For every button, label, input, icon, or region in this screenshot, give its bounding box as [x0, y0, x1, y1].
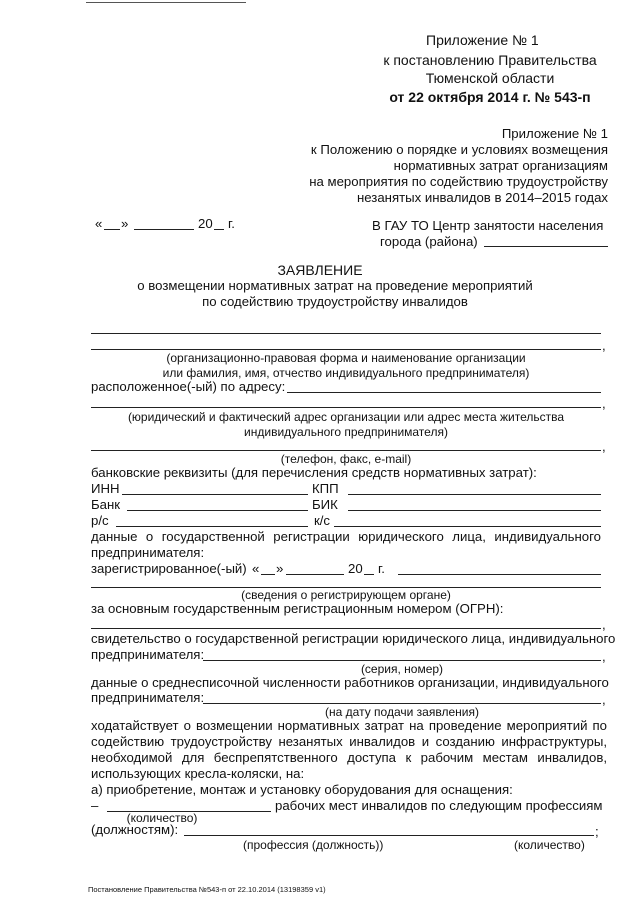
appendix1-title: Приложение № 1 — [426, 32, 539, 48]
headcount-line1: данные о среднесписочной численности работников организации, индивидуального — [91, 675, 609, 690]
appendix2-title: Приложение № 1 — [501, 126, 608, 141]
footer-text: Постановление Правительства №543-п от 22.10.2014 (13198359 v1) — [88, 885, 326, 894]
date-open-quote: « — [95, 216, 103, 231]
appendix2-line5: незанятых инвалидов в 2014–2015 годах — [356, 190, 608, 205]
contacts-hint: (телефон, факс, e-mail) — [280, 452, 412, 466]
appendix2-line4: на мероприятия по содействию трудоустройству — [309, 174, 608, 189]
ogrn-comma: , — [602, 617, 606, 632]
address-label: расположенное(-ый) по адресу: — [91, 379, 286, 394]
date-year-suffix: г. — [228, 216, 235, 231]
profession-hint: (профессия (должность)) — [243, 838, 384, 852]
positions-label: (должностям): — [91, 822, 179, 837]
appendix2-line3: нормативных затрат организациям — [393, 158, 608, 173]
bank-field[interactable] — [127, 510, 308, 511]
org-line-comma: , — [602, 338, 606, 353]
workplaces-text: рабочих мест инвалидов по следующим профессиям — [275, 798, 603, 813]
top-rule — [86, 2, 246, 3]
petition-line4: использующих кресла-коляски, на: — [91, 766, 305, 781]
certificate-comma: , — [602, 649, 606, 664]
registered-label: зарегистрированное(-ый) — [91, 561, 247, 576]
address-hint-2: индивидуального предпринимателя) — [244, 425, 448, 439]
org-name-line-1[interactable] — [91, 333, 601, 334]
petition-line2: содействию трудоустройству незанятых инвалидов и созданию инфраструктуры, — [91, 734, 607, 749]
recipient-line1: В ГАУ ТО Центр занятости населения — [372, 218, 604, 233]
ks-field[interactable] — [334, 526, 601, 527]
certificate-line1: свидетельство о государственной регистрации юридического лица, индивидуального — [91, 631, 616, 646]
kpp-label: КПП — [312, 481, 339, 496]
positions-semicolon: ; — [595, 824, 599, 839]
headcount-line2: предпринимателя: — [91, 690, 205, 705]
org-hint-1: (организационно-правовая форма и наименование организации — [166, 351, 526, 365]
date-year-blank[interactable] — [214, 229, 224, 230]
petition-line1: ходатайствует о возмещении нормативных затрат на проведение мероприятий по — [91, 718, 607, 733]
registered-day-field[interactable] — [261, 574, 275, 575]
appendix2-line2: к Положению о порядке и условиях возмещения — [310, 142, 608, 157]
workplaces-dash: – — [91, 798, 99, 813]
recipient-line2: города (района) — [380, 234, 478, 249]
kpp-field[interactable] — [348, 494, 601, 495]
rs-label: р/с — [91, 513, 109, 528]
date-month-blank[interactable] — [134, 229, 194, 230]
rs-field[interactable] — [116, 526, 308, 527]
certificate-line2: предпринимателя: — [91, 647, 205, 662]
registered-open-quote: « — [252, 561, 260, 576]
quantity-hint-2: (количество) — [514, 838, 585, 852]
registration-line1: данные о государственной регистрации юридического лица, индивидуального — [91, 529, 601, 544]
address-hint-1: (юридический и фактический адрес организации или адрес места жительства — [127, 410, 565, 424]
ks-label: к/с — [314, 513, 331, 528]
contacts-comma: , — [602, 439, 606, 454]
headcount-hint: (на дату подачи заявления) — [325, 705, 479, 719]
bik-field[interactable] — [348, 510, 601, 511]
org-hint-2: или фамилия, имя, отчество индивидуального предпринимателя) — [162, 366, 530, 380]
date-day-blank[interactable] — [104, 229, 120, 230]
registered-year-field[interactable] — [364, 574, 374, 575]
petition-line3: необходимой для беспрепятственного доступа к рабочим местам инвалидов, — [91, 750, 607, 765]
bik-label: БИК — [312, 497, 338, 512]
ogrn-label: за основным государственным регистрационным номером (ОГРН): — [91, 601, 504, 616]
ogrn-field[interactable] — [91, 628, 601, 629]
registration-line2: предпринимателя: — [91, 545, 205, 560]
document-subtitle-line2: о возмещении нормативных затрат на проведение мероприятий — [137, 278, 533, 293]
registered-year-prefix: 20 — [348, 561, 363, 576]
date-year-prefix: 20 — [198, 216, 213, 231]
appendix1-line2: к постановлению Правительства — [383, 52, 597, 68]
address-line-1[interactable] — [287, 392, 601, 393]
registered-place-field[interactable] — [398, 574, 601, 575]
registered-close-quote: » — [276, 561, 284, 576]
workplaces-quantity-hint: (количество) — [126, 811, 198, 825]
document-title: ЗАЯВЛЕНИЕ — [277, 262, 363, 278]
item-a: а) приобретение, монтаж и установку оборудования для оснащения: — [91, 782, 513, 797]
date-close-quote: » — [121, 216, 129, 231]
inn-label: ИНН — [91, 481, 120, 496]
inn-field[interactable] — [122, 494, 308, 495]
appendix1-line4: от 22 октября 2014 г. № 543-п — [389, 89, 591, 105]
address-line-2[interactable] — [91, 407, 601, 408]
certificate-hint: (серия, номер) — [360, 662, 444, 676]
bank-details-label: банковские реквизиты (для перечисления средств нормативных затрат): — [91, 465, 537, 480]
document-subtitle-line3: по содействию трудоустройству инвалидов — [202, 294, 468, 309]
recipient-city-blank[interactable] — [484, 246, 608, 247]
registrar-hint: (сведения о регистрирующем органе) — [241, 588, 451, 602]
appendix1-line3: Тюменской области — [425, 70, 555, 86]
positions-field[interactable] — [184, 835, 594, 836]
headcount-comma: , — [602, 692, 606, 707]
bank-label: Банк — [91, 497, 121, 512]
address-comma: , — [602, 396, 606, 411]
registered-year-suffix: г. — [378, 561, 385, 576]
registered-month-field[interactable] — [286, 574, 344, 575]
